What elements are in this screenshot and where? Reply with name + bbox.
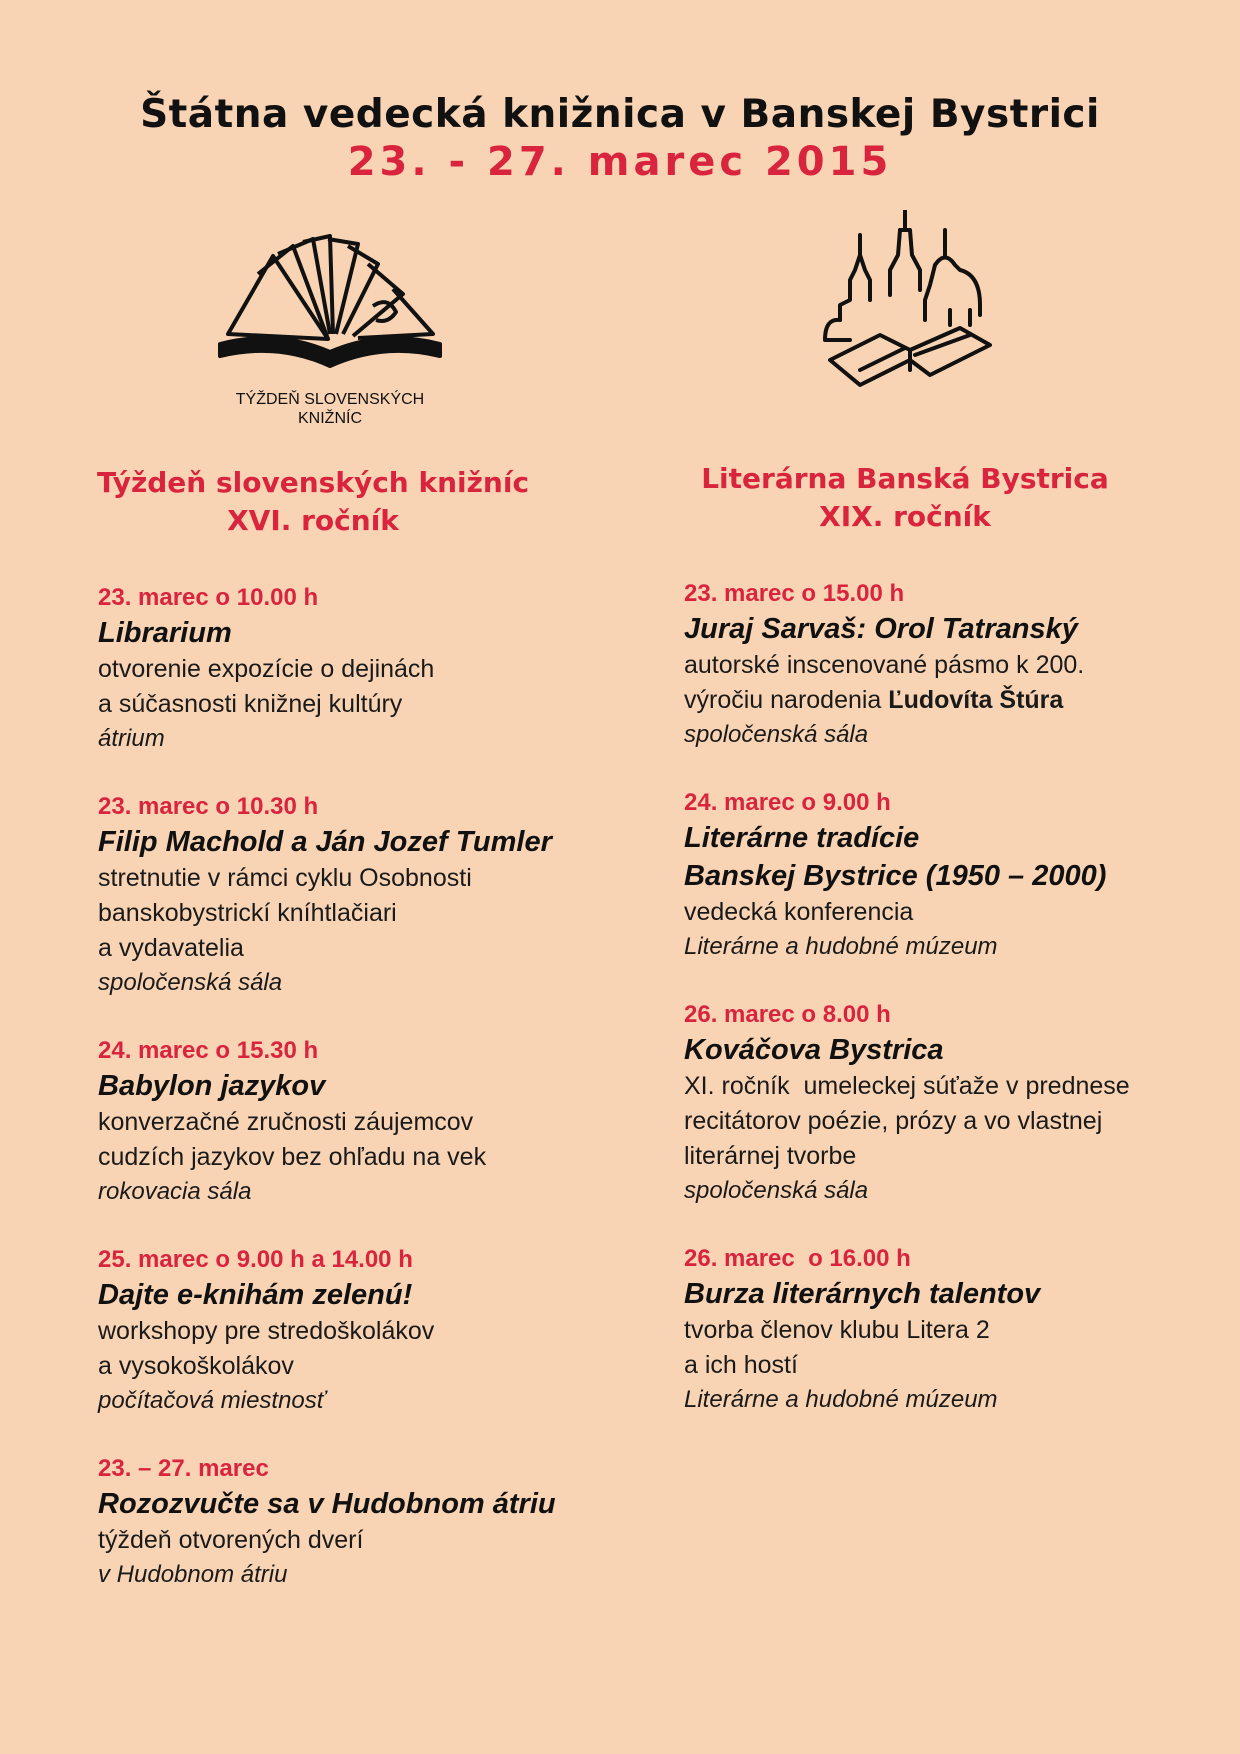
logo-caption (200, 390, 460, 428)
event-dates: 23. - 27. marec 2015 (347, 139, 893, 185)
left-heading-line2: XVI. ročník (227, 504, 399, 537)
event-date: 24. marec o 9.00 h (684, 789, 891, 816)
event-description-line: týždeň otvorených dverí (98, 1526, 364, 1554)
event-date: 23. marec o 15.00 h (684, 580, 905, 607)
event-name: Librarium (98, 617, 232, 649)
right-heading-line1: Literárna Banská Bystrica (701, 462, 1109, 495)
event-description-line: XI. ročník umeleckej súťaže v prednese (684, 1072, 1130, 1100)
event-date: 26. marec o 16.00 h (684, 1245, 911, 1272)
event-date: 24. marec o 15.30 h (98, 1037, 319, 1064)
event-date: 23. – 27. marec (98, 1455, 269, 1482)
right-program-column (684, 460, 1204, 1452)
event-description-line: a ich hostí (684, 1351, 798, 1379)
logo-caption-line2: KNIŽNÍC (298, 410, 362, 427)
event-description-line: otvorenie expozície o dejinách (98, 655, 435, 683)
event-description-text: výročiu narodenia (684, 686, 889, 714)
event-description-line (684, 683, 1204, 718)
left-heading-line1: Týždeň slovenských knižníc (96, 466, 530, 499)
event-item (684, 1243, 1204, 1417)
event-name: Burza literárnych talentov (684, 1278, 1041, 1310)
event-date: 25. marec o 9.00 h a 14.00 h (98, 1246, 413, 1273)
event-name: Kováčova Bystrica (684, 1034, 944, 1066)
event-description-line: tvorba členov klubu Litera 2 (684, 1316, 990, 1344)
right-heading-line2: XIX. ročník (819, 500, 991, 533)
event-name: Literárne tradície (684, 822, 920, 854)
page-header (0, 92, 1240, 185)
event-item (684, 787, 1204, 964)
event-description-line: recitátorov poézie, prózy a vo vlastnej (684, 1107, 1103, 1135)
event-description-line: a súčasnosti knižnej kultúry (98, 690, 403, 718)
event-description-line: stretnutie v rámci cyklu Osobnosti (98, 864, 472, 892)
event-item (684, 999, 1204, 1208)
event-venue: rokovacia sála (98, 1178, 252, 1205)
event-item (98, 1244, 618, 1418)
event-description-line: vedecká konferencia (684, 898, 914, 926)
event-name: Juraj Sarvaš: Orol Tatranský (684, 613, 1078, 645)
event-venue: Literárne a hudobné múzeum (684, 933, 998, 960)
event-venue: v Hudobnom átriu (98, 1561, 288, 1588)
event-venue: počítačová miestnosť (98, 1387, 326, 1414)
event-description-line: workshopy pre stredoškolákov (98, 1317, 435, 1345)
event-description-bold: Ľudovíta Štúra (888, 686, 1064, 714)
event-venue: spoločenská sála (98, 969, 283, 996)
event-description-line: autorské inscenované pásmo k 200. (684, 651, 1085, 679)
event-item (98, 582, 618, 756)
event-date: 26. marec o 8.00 h (684, 1001, 891, 1028)
event-item (684, 578, 1204, 752)
event-description-line: konverzačné zručnosti záujemcov (98, 1108, 474, 1136)
church-and-book-logo-icon (820, 210, 1000, 410)
event-name: Filip Machold a Ján Jozef Tumler (98, 826, 552, 858)
page-title: Štátna vedecká knižnica v Banskej Bystrici (140, 92, 1100, 137)
event-description-line: a vydavatelia (98, 934, 244, 962)
event-name: Rozozvučte sa v Hudobnom átriu (98, 1488, 556, 1520)
left-column-heading (58, 464, 568, 540)
logo-caption-line1: TÝŽDEŇ SLOVENSKÝCH (235, 391, 425, 408)
event-venue: spoločenská sála (684, 721, 869, 748)
event-name: Dajte e-knihám zelenú! (98, 1279, 413, 1311)
event-venue: spoločenská sála (684, 1177, 869, 1204)
event-item (98, 1035, 618, 1209)
right-column-heading (650, 460, 1160, 536)
event-description-line: literárnej tvorbe (684, 1142, 857, 1170)
event-name: Babylon jazykov (98, 1070, 326, 1102)
event-description-line: banskobystrickí kníhtlačiari (98, 899, 397, 927)
event-date: 23. marec o 10.30 h (98, 793, 319, 820)
event-venue: átrium (98, 725, 165, 752)
event-description-line: a vysokoškolákov (98, 1352, 294, 1380)
event-description-line: cudzích jazykov bez ohľadu na vek (98, 1143, 487, 1171)
event-name: Banskej Bystrice (1950 – 2000) (684, 860, 1107, 892)
left-program-column (98, 464, 618, 1627)
event-item (98, 791, 618, 1000)
event-venue: Literárne a hudobné múzeum (684, 1386, 998, 1413)
event-item (98, 1453, 618, 1592)
event-date: 23. marec o 10.00 h (98, 584, 319, 611)
